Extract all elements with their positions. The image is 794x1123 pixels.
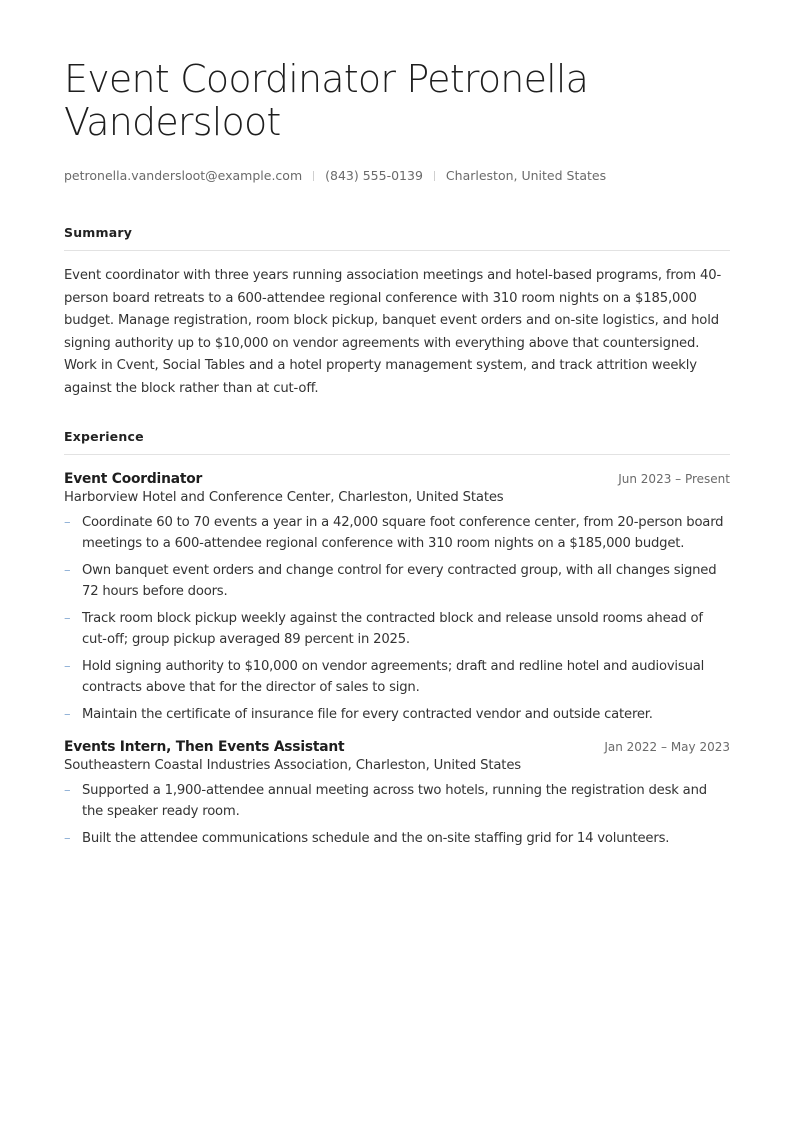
bullet-text: Track room block pickup weekly against the contracted block and release unsold rooms ahead of cut-off; group pickup averaged 89 percent in 2025. <box>82 611 703 647</box>
job-bullet <box>64 704 730 725</box>
contact-line <box>64 168 730 183</box>
dash-bullet-icon: – <box>64 515 71 530</box>
job-bullet <box>64 656 730 698</box>
job-title: Events Intern, Then Events Assistant <box>64 739 345 755</box>
bullet-text: Built the attendee communications schedule and the on-site staffing grid for 14 volunteers. <box>82 831 670 846</box>
job-header <box>64 471 730 487</box>
summary-text: Event coordinator with three years running association meetings and hotel-based programs, from 40-person board retreats to a 600-attendee regional conference with 310 room nights on a $185,000 budget. Manage registration, room block pickup, banquet event orders and on-site logistics, and hold signing authority up to $10,000 on vendor agreements with everything above that countersigned. Work in Cvent, Social Tables and a hotel property management system, and track attrition weekly against the block rather than at cut-off. <box>64 268 722 396</box>
dash-bullet-icon: – <box>64 831 71 846</box>
job-bullet <box>64 608 730 650</box>
bullet-text: Maintain the certificate of insurance file for every contracted vendor and outside caterer. <box>82 707 653 722</box>
job-header <box>64 739 730 755</box>
job-entry <box>64 739 730 849</box>
dash-bullet-icon: – <box>64 707 71 722</box>
job-dates: Jun 2023 – Present <box>618 472 730 486</box>
dash-bullet-icon: – <box>64 611 71 626</box>
contact-separator <box>313 171 314 181</box>
dash-bullet-icon: – <box>64 783 71 798</box>
job-bullet <box>64 512 730 554</box>
contact-email[interactable]: petronella.vandersloot@example.com <box>64 168 303 183</box>
summary-heading: Summary <box>64 225 730 251</box>
job-dates: Jan 2022 – May 2023 <box>604 740 730 754</box>
bullet-text: Hold signing authority to $10,000 on vendor agreements; draft and redline hotel and audiovisual contracts above that for the director of sales to sign. <box>82 659 705 695</box>
job-bullet-list <box>64 512 730 725</box>
dash-bullet-icon: – <box>64 563 71 578</box>
bullet-text: Coordinate 60 to 70 events a year in a 42,000 square foot conference center, from 20-person board meetings to a 600-attendee regional conference with 310 room nights on a $185,000 budget. <box>82 515 724 551</box>
bullet-text: Own banquet event orders and change control for every contracted group, with all changes signed 72 hours before doors. <box>82 563 717 599</box>
job-organization: Harborview Hotel and Conference Center, Charleston, United States <box>64 490 504 505</box>
job-title: Event Coordinator <box>64 471 203 487</box>
contact-phone[interactable]: (843) 555-0139 <box>325 168 423 183</box>
job-bullet-list <box>64 780 730 849</box>
job-bullet <box>64 780 730 822</box>
job-bullet <box>64 560 730 602</box>
job-organization: Southeastern Coastal Industries Association, Charleston, United States <box>64 758 521 773</box>
job-bullet <box>64 828 730 849</box>
contact-location: Charleston, United States <box>445 168 607 183</box>
job-entry <box>64 471 730 725</box>
resume-name: Event Coordinator Petronella Vandersloot <box>64 57 589 144</box>
experience-heading: Experience <box>64 429 730 455</box>
dash-bullet-icon: – <box>64 659 71 674</box>
resume-page <box>64 58 730 855</box>
contact-separator <box>434 171 435 181</box>
bullet-text: Supported a 1,900-attendee annual meeting across two hotels, running the registration desk and the speaker ready room. <box>82 783 707 819</box>
